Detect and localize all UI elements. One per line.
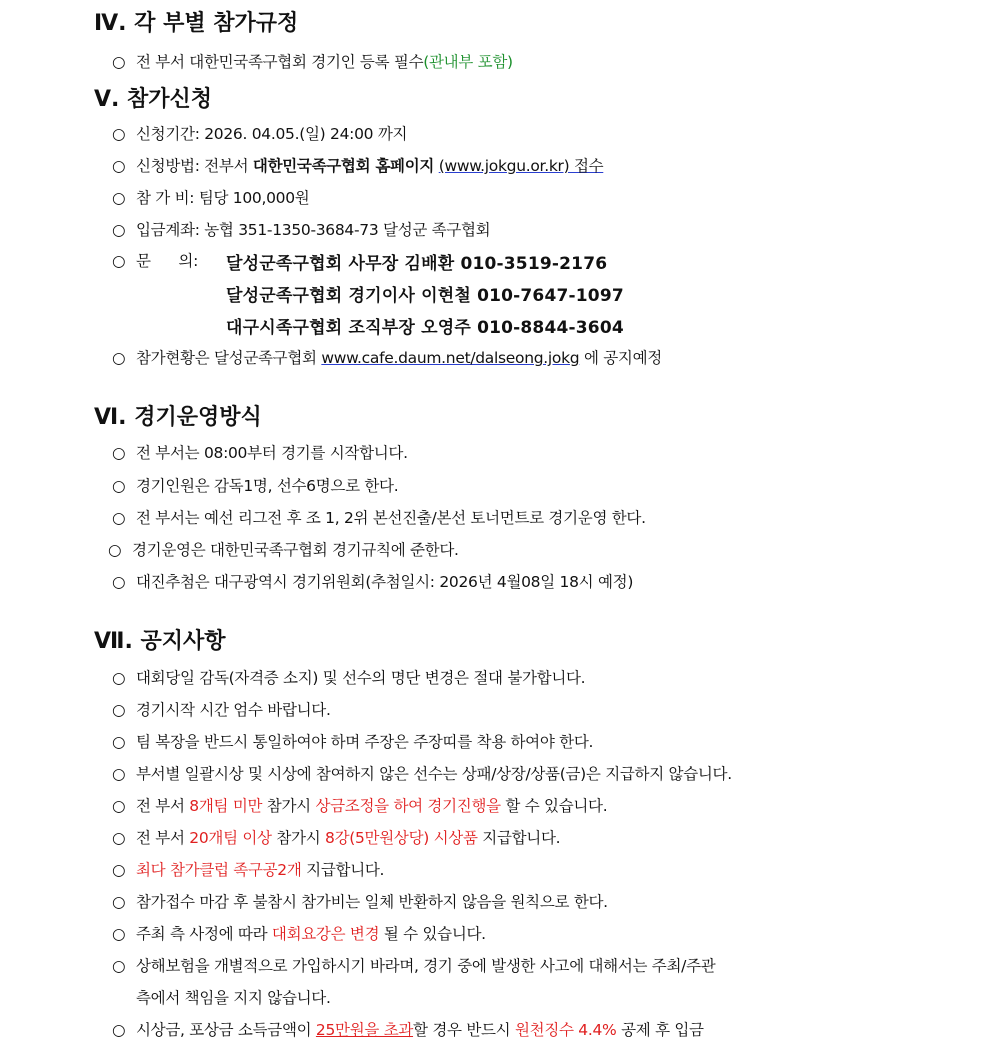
cafe-link[interactable]: www.cafe.daum.net/dalseong.jokg: [321, 349, 580, 367]
bullet-icon: ○: [112, 252, 126, 270]
s5-line-2: [112, 154, 603, 176]
bullet-icon: ○: [112, 701, 126, 719]
s5-line-6-pre: 참가현황은 달성군족구협회: [136, 349, 322, 367]
s7-line-10-text: 상해보험을 개별적으로 가입하시기 바라며, 경기 중에 발생한 사고에 대해서는 주최/주관: [136, 957, 716, 975]
s5-line-5: [112, 249, 203, 271]
s7-line-1: [112, 666, 585, 688]
s7-line-11-t3: 공제 후 입금: [616, 1021, 704, 1039]
s5-line-4-text: 입금계좌: 농협 351-1350-3684-73 달성군 족구협회: [136, 221, 491, 239]
s7-line-6-t3: 지급합니다.: [477, 829, 561, 847]
s7-line-9: [112, 922, 486, 944]
s7-line-6-r2: 8강(5만원상당) 시상품: [325, 829, 478, 847]
s5-line-5-label: 문 의:: [136, 252, 203, 270]
s5-line-4: [112, 218, 490, 240]
s6-line-1-text: 전 부서는 08:00부터 경기를 시작합니다.: [136, 444, 408, 462]
s5-line-1: [112, 122, 407, 144]
s6-line-2-text: 경기인원은 감독1명, 선수6명으로 한다.: [136, 477, 399, 495]
s7-line-5-r1: 8개팀 미만: [189, 797, 263, 815]
s7-line-10: [112, 954, 715, 976]
s7-line-11-r2: 원천징수 4.4%: [514, 1021, 617, 1039]
s7-line-1-text: 대회당일 감독(자격증 소지) 및 선수의 명단 변경은 절대 불가합니다.: [136, 669, 586, 687]
s7-line-7-t1: 지급합니다.: [301, 861, 385, 879]
bullet-icon: ○: [112, 573, 126, 591]
homepage-link[interactable]: (www.jokgu.or.kr) 접수: [438, 157, 604, 175]
s7-line-6-t2: 참가시: [271, 829, 326, 847]
bullet-icon: ○: [112, 349, 126, 367]
s6-line-3-text: 전 부서는 예선 리그전 후 조 1, 2위 본선진출/본선 토너먼트로 경기운영 한다.: [136, 509, 646, 527]
s6-line-1: [112, 441, 408, 463]
s5-line-3-text: 참 가 비: 팀당 100,000원: [136, 189, 310, 207]
s7-line-3: [112, 730, 593, 752]
s7-line-2: [112, 698, 331, 720]
s5-line-6-post: 에 공지예정: [579, 349, 662, 367]
bullet-icon: ○: [108, 541, 122, 559]
s5-line-2-bold: 대한민국족구협회 홈페이지: [252, 157, 435, 175]
s7-line-9-t1: 주최 측 사정에 따라: [136, 925, 272, 943]
bullet-icon: ○: [112, 893, 126, 911]
s5-line-2-pre: 신청방법: 전부서: [136, 157, 253, 175]
bullet-icon: ○: [112, 733, 126, 751]
bullet-icon: ○: [112, 444, 126, 462]
s7-line-9-r1: 대회요강은 변경: [271, 925, 380, 943]
bullet-icon: ○: [112, 221, 126, 239]
s7-line-11-r1: 25만원을 초과: [315, 1021, 414, 1039]
bullet-icon: ○: [112, 189, 126, 207]
bullet-icon: ○: [112, 125, 126, 143]
s7-line-4: [112, 762, 732, 784]
s7-line-6: [112, 826, 560, 848]
contact-2: 달성군족구협회 경기이사 이현철 010-7647-1097: [226, 286, 624, 306]
bullet-icon: ○: [112, 957, 126, 975]
s5-line-1-text: 신청기간: 2026. 04.05.(일) 24:00 까지: [136, 125, 408, 143]
bullet-icon: ○: [112, 797, 126, 815]
s7-line-10-cont: 측에서 책임을 지지 않습니다.: [136, 989, 331, 1007]
s5-line-3: [112, 186, 309, 208]
s7-line-11-t1: 시상금, 포상금 소득금액이: [136, 1021, 316, 1039]
s7-line-5-t2: 참가시: [262, 797, 316, 815]
section-7-title: Ⅶ. 공지사항: [94, 629, 226, 654]
section-6-title: Ⅵ. 경기운영방식: [94, 405, 262, 430]
s6-line-5: [112, 570, 633, 592]
s7-line-8: [112, 890, 608, 912]
bullet-icon: ○: [112, 861, 126, 879]
bullet-icon: ○: [112, 509, 126, 527]
s7-line-6-r1: 20개팀 이상: [189, 829, 272, 847]
bullet-icon: ○: [112, 1021, 126, 1039]
s7-line-11-t2: 할 경우 반드시: [413, 1021, 515, 1039]
s6-line-2: [112, 474, 398, 496]
s7-line-5: [112, 794, 607, 816]
bullet-icon: ○: [112, 765, 126, 783]
s7-line-5-r2: 상금조정을 하여 경기진행을: [315, 797, 501, 815]
s7-line-9-t2: 될 수 있습니다.: [379, 925, 486, 943]
s7-line-5-t3: 할 수 있습니다.: [500, 797, 608, 815]
s7-line-4-text: 부서별 일괄시상 및 시상에 참여하지 않은 선수는 상패/상장/상품(금)은 지급하지 않습니다.: [136, 765, 732, 783]
s7-line-3-text: 팀 복장을 반드시 통일하여야 하며 주장은 주장띠를 착용 하여야 한다.: [136, 733, 594, 751]
s4-line-1-green: (관내부 포함): [423, 53, 513, 71]
bullet-icon: ○: [112, 477, 126, 495]
s7-line-5-t1: 전 부서: [136, 797, 190, 815]
s7-line-8-text: 참가접수 마감 후 불참시 참가비는 일체 반환하지 않음을 원칙으로 한다.: [136, 893, 608, 911]
bullet-icon: ○: [112, 53, 126, 71]
s4-line-1: [112, 50, 513, 72]
s6-line-5-text: 대진추첨은 대구광역시 경기위원회(추첨일시: 2026년 4월08일 18시 예정): [136, 573, 634, 591]
s6-line-4-text: 경기운영은 대한민국족구협회 경기규칙에 준한다.: [132, 541, 459, 559]
bullet-icon: ○: [112, 925, 126, 943]
s5-line-6: [112, 346, 662, 368]
section-4-title: Ⅳ. 각 부별 참가규정: [94, 11, 299, 36]
s4-line-1-text: 전 부서 대한민국족구협회 경기인 등록 필수: [136, 53, 424, 71]
bullet-icon: ○: [112, 157, 126, 175]
contact-1: 달성군족구협회 사무장 김배환 010-3519-2176: [226, 254, 608, 274]
bullet-icon: ○: [112, 669, 126, 687]
s6-line-3: [112, 506, 646, 528]
s7-line-11: [112, 1018, 704, 1040]
contact-3: 대구시족구협회 조직부장 오영주 010-8844-3604: [226, 318, 624, 338]
s6-line-4: [108, 538, 459, 560]
s7-line-2-text: 경기시작 시간 엄수 바랍니다.: [136, 701, 331, 719]
s7-line-7-r1: 최다 참가클럽 족구공2개: [136, 861, 302, 879]
bullet-icon: ○: [112, 829, 126, 847]
s7-line-6-t1: 전 부서: [136, 829, 190, 847]
section-5-title: Ⅴ. 참가신청: [94, 87, 213, 112]
s7-line-7: [112, 858, 384, 880]
